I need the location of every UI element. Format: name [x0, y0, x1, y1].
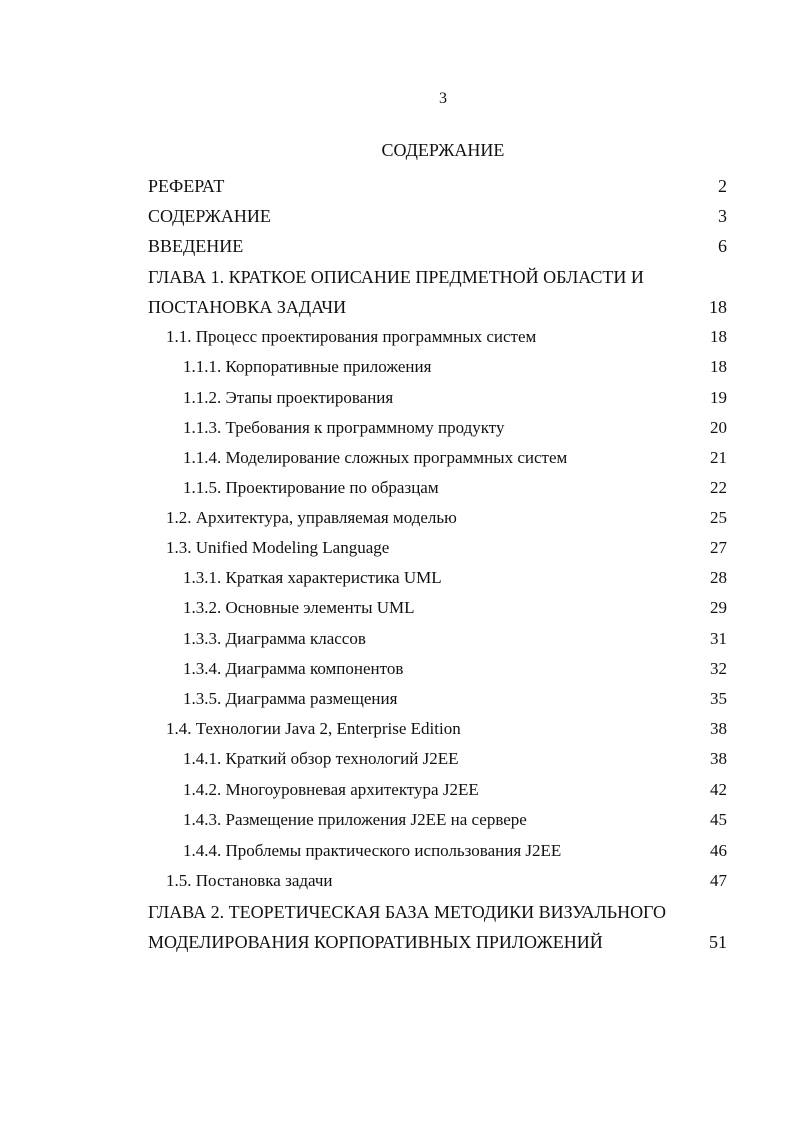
toc-entry-label: 1.5. Постановка задачи	[166, 871, 333, 890]
toc-entry	[0, 355, 797, 379]
toc-entry-label: 1.1.5. Проектирование по образцам	[183, 478, 439, 497]
toc-entry-page: 3	[718, 206, 727, 226]
toc-entry-page: 35	[710, 689, 727, 708]
toc-entry-page: 21	[710, 448, 727, 467]
toc-entry-page: 25	[710, 508, 727, 527]
toc-entry-page: 27	[710, 538, 727, 557]
toc-entry	[0, 476, 797, 500]
toc-entry-label: 1.3.3. Диаграмма классов	[183, 629, 366, 648]
toc-entry-label: 1.3.1. Краткая характеристика UML	[183, 568, 442, 587]
toc-entry-label: ВВЕДЕНИЕ	[148, 236, 244, 256]
toc-entry-page: 45	[710, 810, 727, 829]
toc-entry-page: 51	[709, 932, 727, 952]
toc-entry	[0, 869, 797, 893]
toc-entry	[0, 808, 797, 832]
toc-entry-page: 46	[710, 841, 727, 860]
toc-entry-label: 1.1.1. Корпоративные приложения	[183, 357, 432, 376]
toc-entry-page: 31	[710, 629, 727, 648]
toc-entry-label: 1.3.4. Диаграмма компонентов	[183, 659, 404, 678]
toc-entry-page: 28	[710, 568, 727, 587]
toc-entry-label: 1.3.5. Диаграмма размещения	[183, 689, 398, 708]
toc-entry-label: ГЛАВА 1. КРАТКОЕ ОПИСАНИЕ ПРЕДМЕТНОЙ ОБЛАСТИ И	[148, 267, 644, 287]
toc-entry-label: 1.4. Технологии Java 2, Enterprise Edition	[166, 719, 461, 738]
toc-entry	[0, 839, 797, 863]
toc-entry-label: 1.2. Архитектура, управляемая моделью	[166, 508, 457, 527]
toc-entry-page: 38	[710, 719, 727, 738]
toc-entry-label: РЕФЕРАТ	[148, 176, 225, 196]
toc-entry	[0, 687, 797, 711]
toc-entry-page: 47	[710, 871, 727, 890]
toc-entry-label: 1.1.4. Моделирование сложных программных систем	[183, 448, 568, 467]
toc-entry	[0, 234, 797, 258]
toc-entry	[0, 657, 797, 681]
toc-entry	[0, 747, 797, 771]
toc-entry-label: 1.1. Процесс проектирования программных систем	[166, 327, 537, 346]
toc-entry-page: 22	[710, 478, 727, 497]
toc-entry-page: 18	[710, 357, 727, 376]
toc-entry	[0, 325, 797, 349]
toc-entry	[0, 506, 797, 530]
toc-entry-page: 38	[710, 749, 727, 768]
toc-entry-label: 1.3. Unified Modeling Language	[166, 538, 390, 557]
toc-title: СОДЕРЖАНИЕ	[381, 140, 505, 160]
toc-entry	[0, 386, 797, 410]
toc-entry-page: 19	[710, 388, 727, 407]
toc-entry-page: 6	[718, 236, 727, 256]
toc-entry-label: 1.4.2. Многоуровневая архитектура J2EE	[183, 780, 479, 799]
toc-entry-label: ГЛАВА 2. ТЕОРЕТИЧЕСКАЯ БАЗА МЕТОДИКИ ВИЗУАЛЬНОГО	[148, 902, 667, 922]
toc-entry	[0, 536, 797, 560]
toc-entry-label: 1.4.4. Проблемы практического использования J2EE	[183, 841, 562, 860]
toc-entry	[0, 717, 797, 741]
toc-entry	[0, 778, 797, 802]
toc-entry-page: 20	[710, 418, 727, 437]
toc-entry-label: МОДЕЛИРОВАНИЯ КОРПОРАТИВНЫХ ПРИЛОЖЕНИЙ	[148, 932, 603, 952]
toc-entry	[0, 416, 797, 440]
toc-entry	[0, 596, 797, 620]
toc-entry	[0, 265, 797, 289]
toc-entry	[0, 930, 797, 954]
toc-entry-page: 18	[710, 327, 727, 346]
toc-entry-label: 1.1.2. Этапы проектирования	[183, 388, 394, 407]
toc-entry	[0, 446, 797, 470]
toc-entry-page: 2	[718, 176, 727, 196]
toc-entry-page: 42	[710, 780, 727, 799]
toc-entry-label: 1.3.2. Основные элементы UML	[183, 598, 415, 617]
toc-entry	[0, 204, 797, 228]
toc-entry-page: 18	[709, 297, 727, 317]
toc-entry-label: 1.4.1. Краткий обзор технологий J2EE	[183, 749, 459, 768]
toc-entry	[0, 627, 797, 651]
toc-entry	[0, 900, 797, 924]
toc-entry-label: 1.1.3. Требования к программному продукту	[183, 418, 505, 437]
toc-entry-page: 32	[710, 659, 727, 678]
toc-entry	[0, 174, 797, 198]
toc-entry-page: 29	[710, 598, 727, 617]
page-number: 3	[439, 90, 447, 107]
toc-entry-label: СОДЕРЖАНИЕ	[148, 206, 271, 226]
toc-entry	[0, 295, 797, 319]
toc-entry	[0, 566, 797, 590]
toc-entry-label: 1.4.3. Размещение приложения J2EE на сервере	[183, 810, 527, 829]
toc-entry-label: ПОСТАНОВКА ЗАДАЧИ	[148, 297, 347, 317]
